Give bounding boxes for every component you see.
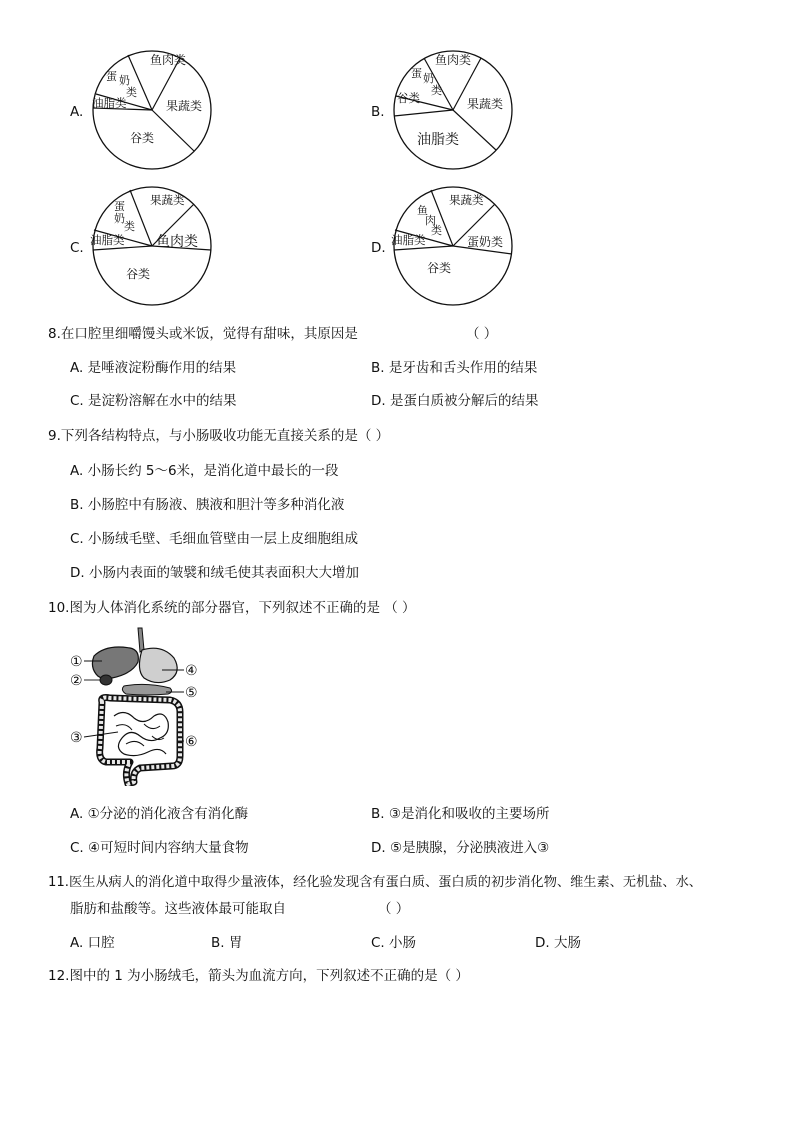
q8-option-d: D. 是蛋白质被分解后的结果 — [371, 393, 539, 409]
q11-answer-paren: （ ） — [378, 901, 410, 917]
pie-d-label-lei: 类 — [431, 224, 442, 237]
q10-option-d: D. ⑤是胰腺，分泌胰液进入③ — [371, 840, 550, 856]
chart-b-letter: B. — [371, 104, 385, 120]
q8-option-a: A. 是唾液淀粉酶作用的结果 — [70, 360, 237, 376]
q9-option-a: A. 小肠长约 5～6米，是消化道中最长的一段 — [70, 463, 339, 479]
pie-d-label-fruit: 果蔬类 — [449, 193, 484, 207]
pie-c-label-milk: 奶 — [114, 212, 125, 225]
pie-d-label-oil: 油脂类 — [391, 233, 426, 247]
pie-chart-b — [391, 50, 515, 174]
q10-stem: 10.图为人体消化系统的部分器官，下列叙述不正确的是 （ ） — [48, 600, 416, 616]
q9-option-c: C. 小肠绒毛壁、毛细血管壁由一层上皮细胞组成 — [70, 531, 359, 547]
q11-option-d: D. 大肠 — [535, 935, 581, 951]
diagram-label-2: ② — [70, 673, 83, 689]
q9-stem: 9.下列各结构特点，与小肠吸收功能无直接关系的是（ ） — [48, 428, 390, 444]
diagram-label-3: ③ — [70, 730, 83, 746]
diagram-label-1: ① — [70, 654, 83, 670]
q10-option-a: A. ①分泌的消化液含有消化酶 — [70, 806, 249, 822]
pie-b-label-egg: 蛋 — [411, 67, 422, 80]
q10-option-c: C. ④可短时间内容纳大量食物 — [70, 840, 249, 856]
pie-b-label-oil: 油脂类 — [417, 132, 459, 148]
diagram-label-4: ④ — [185, 663, 198, 679]
chart-c-letter: C. — [70, 240, 84, 256]
pie-c-label-grain: 谷类 — [126, 267, 151, 281]
q11-stem-line2: 脂肪和盐酸等。这些液体最可能取自 — [70, 901, 286, 917]
pie-b-label-fruit: 果蔬类 — [467, 97, 504, 111]
pie-d-label-fish: 鱼 — [417, 204, 428, 217]
pie-a-label-milk: 奶 — [119, 74, 130, 87]
q9-option-d: D. 小肠内表面的皱襞和绒毛使其表面积大大增加 — [70, 565, 359, 581]
pie-c-label-fruit: 果蔬类 — [150, 193, 185, 207]
pie-a-label-egg: 蛋 — [106, 70, 117, 83]
pie-c-label-oil: 油脂类 — [90, 233, 125, 247]
q11-stem-line1: 11.医生从病人的消化道中取得少量液体，经化验发现含有蛋白质、蛋白质的初步消化物、维生素、无机盐、水、 — [48, 875, 702, 890]
pie-b-label-lei: 类 — [431, 84, 442, 97]
pie-d-label-eggmilk: 蛋奶类 — [467, 235, 504, 249]
pie-c-label-egg: 蛋 — [114, 200, 125, 213]
pie-a-label-fish: 鱼肉类 — [150, 53, 187, 67]
chart-d-letter: D. — [371, 240, 386, 256]
pie-b-label-milk: 奶 — [423, 72, 434, 85]
q8-answer-paren: （ ） — [466, 326, 498, 342]
pie-chart-c — [90, 186, 214, 310]
pie-b-label-grain: 谷类 — [397, 91, 420, 105]
digestive-system-diagram — [66, 626, 216, 786]
diagram-label-6: ⑥ — [185, 734, 198, 750]
pie-b-label-fish: 鱼肉类 — [435, 53, 472, 67]
q9-option-b: B. 小肠腔中有肠液、胰液和胆汁等多种消化液 — [70, 497, 345, 513]
q8-stem: 8.在口腔里细嚼馒头或米饭，觉得有甜味，其原因是 — [48, 326, 358, 342]
q12-stem: 12.图中的 1 为小肠绒毛，箭头为血流方向，下列叙述不正确的是（ ） — [48, 968, 469, 984]
pie-a-label-grain: 谷类 — [130, 131, 155, 145]
pie-c-label-fish: 鱼肉类 — [156, 234, 198, 250]
q8-option-b: B. 是牙齿和舌头作用的结果 — [371, 360, 538, 376]
pie-c-label-lei: 类 — [124, 220, 135, 233]
pie-a-label-fruit: 果蔬类 — [166, 99, 203, 113]
pie-chart-a — [90, 50, 214, 174]
chart-a-letter: A. — [70, 104, 84, 120]
q10-option-b: B. ③是消化和吸收的主要场所 — [371, 806, 550, 822]
pie-a-label-oil: 油脂类 — [92, 96, 127, 110]
pie-chart-d — [391, 186, 515, 310]
pie-d-label-grain: 谷类 — [427, 261, 452, 275]
q11-option-b: B. 胃 — [211, 935, 243, 951]
q11-option-a: A. 口腔 — [70, 935, 115, 951]
pie-d-label-meat: 肉 — [425, 214, 436, 227]
q8-option-c: C. 是淀粉溶解在水中的结果 — [70, 393, 237, 409]
pie-a-label-lei: 类 — [126, 86, 137, 99]
diagram-label-5: ⑤ — [185, 685, 198, 701]
q11-option-c: C. 小肠 — [371, 935, 417, 951]
